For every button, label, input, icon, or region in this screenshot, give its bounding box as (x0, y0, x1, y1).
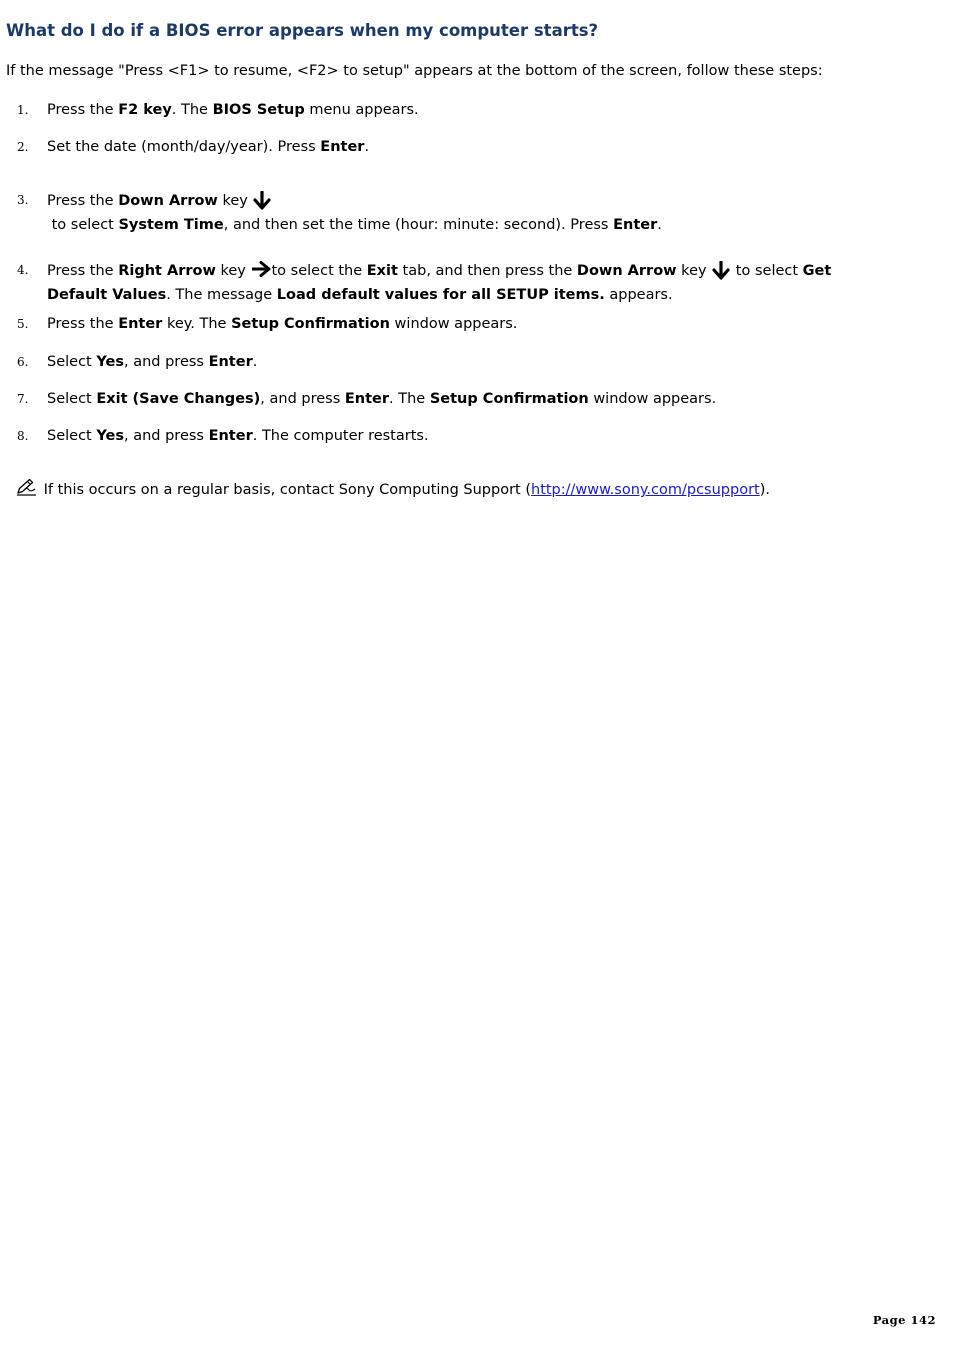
note-text-end: ). (759, 482, 770, 498)
step-number: 8. (17, 429, 29, 443)
note-text: If this occurs on a regular basis, contact Sony Computing Support ( (43, 482, 531, 498)
page-title: What do I do if a BIOS error appears when my computer starts? (6, 21, 599, 40)
step-text: Press the Enter key. The Setup Confirmation window appears. (47, 316, 518, 332)
note-pencil-icon (15, 478, 39, 502)
down-arrow-icon (712, 261, 730, 286)
page-number: Page 142 (872, 1313, 936, 1327)
step-text: Select Yes, and press Enter. (47, 354, 258, 370)
step-number: 7. (17, 392, 29, 406)
step-text: Press the Down Arrow key to select System Time, and then set the time (hour: minute: second). Press Enter. (47, 193, 662, 233)
step-number: 2. (17, 140, 29, 154)
step-number: 5. (17, 317, 29, 331)
intro-text: If the message "Press <F1> to resume, <F2> to setup" appears at the bottom of the screen, follow these steps: (6, 63, 823, 79)
support-note (15, 478, 770, 502)
step-number: 1. (17, 103, 29, 117)
step-text: Set the date (month/day/year). Press Enter. (47, 139, 370, 155)
step-number: 6. (17, 355, 29, 369)
support-link[interactable]: http://www.sony.com/pcsupport (531, 482, 760, 498)
right-arrow-icon (252, 261, 271, 282)
step-text: Press the F2 key. The BIOS Setup menu appears. (47, 102, 419, 118)
step-text: Press the Right Arrow key to select the Exit tab, and then press the Down Arrow key to select Get Default Values. The message Load default values for all SETUP items. appears. (47, 263, 832, 303)
step-text: Select Yes, and press Enter. The computer restarts. (47, 428, 429, 444)
step-number: 4. (17, 263, 29, 277)
down-arrow-icon (253, 191, 271, 216)
step-number: 3. (17, 193, 29, 207)
step-text: Select Exit (Save Changes), and press Enter. The Setup Confirmation window appears. (47, 391, 717, 407)
